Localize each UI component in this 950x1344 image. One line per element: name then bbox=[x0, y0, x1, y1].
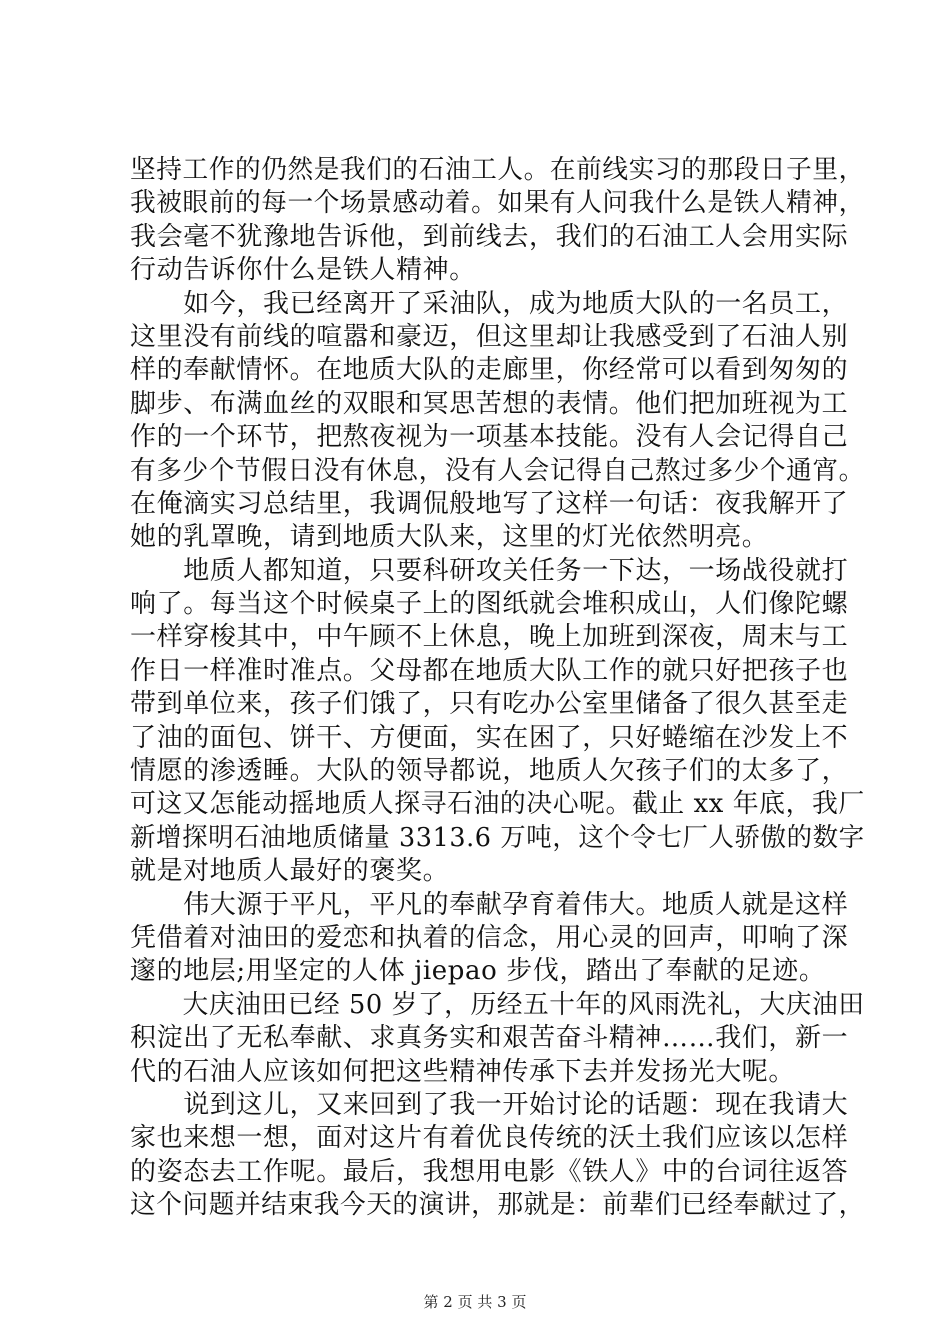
text-line: 样的奉献情怀。在地质大队的走廊里，你经常可以看到匆匆的 bbox=[130, 355, 849, 386]
text-line: 这个问题并结束我今天的演讲，那就是：前辈们已经奉献过了， bbox=[130, 1190, 865, 1221]
text-line: 大庆油田已经 50 岁了，历经五十年的风雨洗礼，大庆油田 bbox=[130, 989, 865, 1020]
text-line: 代的石油人应该如何把这些精神传承下去并发扬光大呢。 bbox=[130, 1056, 796, 1087]
text-line: 有多少个节假日没有休息，没有人会记得自己熬过多少个通宵。 bbox=[130, 455, 865, 486]
page-footer: 第 2 页 共 3 页 bbox=[423, 1293, 527, 1311]
body-text bbox=[130, 154, 865, 1223]
text-line: 地质人都知道，只要科研攻关任务一下达，一场战役就打 bbox=[130, 555, 849, 586]
text-line: 响了。每当这个时候桌子上的图纸就会堆积成山，人们像陀螺 bbox=[130, 589, 849, 620]
text-line: 她的乳罩晚，请到地质大队来，这里的灯光依然明亮。 bbox=[130, 522, 769, 553]
text-line: 说到这儿，又来回到了我一开始讨论的话题：现在我请大 bbox=[130, 1089, 849, 1120]
text-line: 可这又怎能动摇地质人探寻石油的决心呢。截止 xx 年底，我厂 bbox=[130, 789, 865, 820]
text-line: 了油的面包、饼干、方便面，实在困了，只好蜷缩在沙发上不 bbox=[130, 722, 849, 753]
text-line: 作的一个环节，把熬夜视为一项基本技能。没有人会记得自己 bbox=[130, 422, 849, 453]
text-line: 脚步、布满血丝的双眼和冥思苦想的表情。他们把加班视为工 bbox=[130, 388, 849, 419]
text-line: 积淀出了无私奉献、求真务实和艰苦奋斗精神……我们，新一 bbox=[130, 1023, 849, 1054]
text-line: 在俺滴实习总结里，我调侃般地写了这样一句话：夜我解开了 bbox=[130, 488, 849, 519]
text-line: 邃的地层;用坚定的人体 jiepao 步伐，踏出了奉献的足迹。 bbox=[130, 956, 826, 987]
text-line: 就是对地质人最好的褒奖。 bbox=[130, 856, 450, 887]
text-line: 坚持工作的仍然是我们的石油工人。在前线实习的那段日子里， bbox=[130, 155, 865, 185]
text-line: 的姿态去工作呢。最后，我想用电影《铁人》中的台词往返答 bbox=[130, 1156, 849, 1187]
text-line: 我被眼前的每一个场景感动着。如果有人问我什么是铁人精神， bbox=[130, 188, 865, 219]
text-line: 伟大源于平凡，平凡的奉献孕育着伟大。地质人就是这样 bbox=[130, 889, 849, 920]
text-line: 带到单位来，孩子们饿了，只有吃办公室里储备了很久甚至走 bbox=[130, 689, 849, 720]
text-line: 作日一样准时准点。父母都在地质大队工作的就只好把孩子也 bbox=[130, 655, 849, 686]
text-line: 这里没有前线的喧嚣和豪迈，但这里却让我感受到了石油人别 bbox=[130, 321, 849, 352]
text-line: 行动告诉你什么是铁人精神。 bbox=[130, 255, 476, 286]
text-line: 我会毫不犹豫地告诉他，到前线去，我们的石油工人会用实际 bbox=[130, 221, 849, 252]
text-line: 家也来想一想，面对这片有着优良传统的沃土我们应该以怎样 bbox=[130, 1123, 849, 1154]
text-line: 情愿的渗透睡。大队的领导都说，地质人欠孩子们的太多了， bbox=[130, 756, 849, 787]
text-line: 新增探明石油地质储量 3313.6 万吨，这个令七厂人骄傲的数字 bbox=[130, 822, 865, 853]
text-line: 一样穿梭其中，中午顾不上休息，晚上加班到深夜，周末与工 bbox=[130, 622, 849, 653]
text-line: 如今，我已经离开了采油队，成为地质大队的一名员工， bbox=[130, 288, 849, 319]
text-line: 凭借着对油田的爱恋和执着的信念，用心灵的回声，叩响了深 bbox=[130, 922, 849, 953]
